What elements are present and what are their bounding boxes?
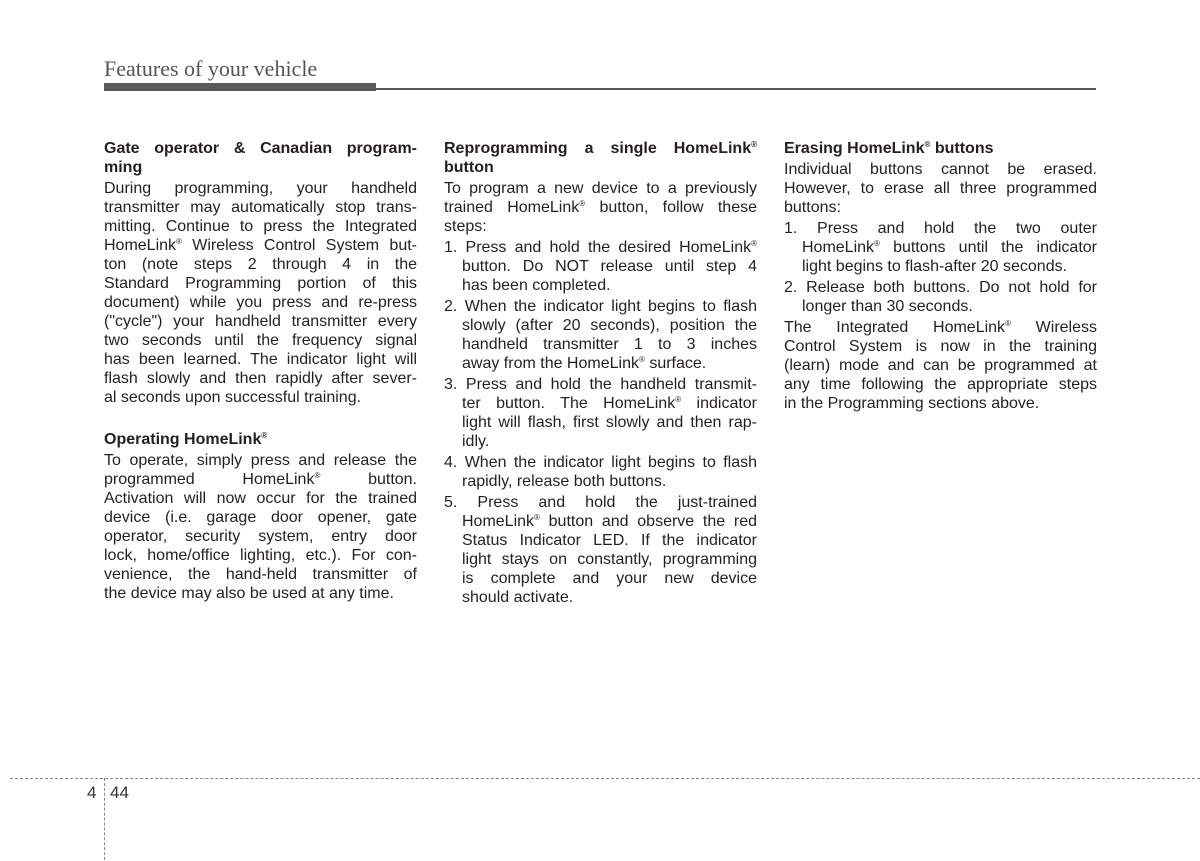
column-1 [104, 139, 417, 603]
text-line: has been completed. [462, 277, 611, 294]
text-line: To program a new device to a previously [444, 180, 757, 197]
paragraph [104, 451, 417, 603]
text-line: light stays on constantly, programming [462, 551, 757, 568]
text-line: handheld transmitter 1 to 3 inches [462, 336, 757, 353]
text-line: HomeLink® Wireless Control System but- [104, 237, 417, 254]
page-header-title: Features of your vehicle [104, 56, 318, 81]
text-line: Control System is now in the training [784, 338, 1097, 355]
registered-mark: ® [314, 471, 321, 480]
header-bar [104, 83, 376, 91]
text-line: button. Do NOT release until step 4 [462, 258, 757, 275]
text-line: ter button. The HomeLink® indicator [462, 395, 758, 412]
text-line: ton (note steps 2 through 4 in the [104, 256, 417, 273]
list-item [444, 493, 757, 607]
text-line: is complete and your new device [462, 570, 757, 587]
text-line: lock, home/office lighting, etc.). For con- [104, 547, 417, 564]
text-line: 1. Press and hold the two outer [784, 220, 1097, 237]
text-line: slowly (after 20 seconds), position the [462, 317, 757, 334]
text-line: Activation will now occur for the trained [104, 490, 417, 507]
list-item [444, 238, 757, 295]
paragraph [444, 179, 757, 236]
text-line: trained HomeLink® button, follow these [444, 199, 757, 216]
text-line: venience, the hand-held transmitter of [104, 566, 417, 583]
registered-mark: ® [534, 513, 540, 522]
text-line: 3. Press and hold the handheld transmit- [444, 376, 757, 393]
header-rule [376, 88, 1096, 90]
text-line: mitting. Continue to press the Integrated [104, 218, 417, 235]
registered-mark: ® [261, 431, 268, 440]
text-line: Individual buttons cannot be erased. [784, 161, 1097, 178]
text-line: programmed HomeLink® button. [104, 471, 417, 488]
registered-mark: ® [924, 140, 931, 149]
text-line: light will flash, first slowly and then rap- [462, 414, 757, 431]
text-line: flash slowly and then rapidly after sever- [104, 370, 417, 387]
text-line: However, to erase all three programmed [784, 180, 1097, 197]
registered-mark: ® [1005, 319, 1011, 328]
paragraph [104, 179, 417, 407]
text-line: Operating HomeLink® [104, 431, 268, 448]
text-line: steps: [444, 218, 487, 235]
chapter-number: 4 [87, 783, 97, 802]
registered-mark: ® [176, 237, 182, 246]
column-2 [444, 139, 757, 607]
registered-mark: ® [579, 199, 586, 208]
text-line: Erasing HomeLink® buttons [784, 140, 994, 157]
registered-mark: ® [751, 140, 757, 149]
text-line: light begins to flash-after 20 seconds. [802, 258, 1068, 275]
text-line: 5. Press and hold the just-trained [444, 494, 757, 511]
column-3 [784, 139, 1097, 413]
text-line: longer than 30 seconds. [802, 298, 973, 315]
text-line: 1. Press and hold the desired HomeLink® [444, 239, 757, 256]
section [104, 139, 417, 407]
text-line: 2. When the indicator light begins to flash [444, 298, 757, 315]
text-line: 2. Release both buttons. Do not hold for [784, 279, 1097, 296]
text-line: ming [104, 159, 143, 176]
text-line: any time following the appropriate steps [784, 376, 1097, 393]
text-line: HomeLink® buttons until the indicator [802, 239, 1097, 256]
text-line: idly. [462, 433, 490, 450]
text-line: document) while you press and re-press [104, 294, 417, 311]
section-heading [104, 430, 417, 449]
text-line: the device may also be used at any time. [104, 585, 394, 602]
footer-divider [104, 778, 105, 860]
text-line: operator, security system, entry door [104, 528, 417, 545]
registered-mark: ® [675, 395, 682, 404]
text-line: device (i.e. garage door opener, gate [104, 509, 417, 526]
text-line: Standard Programming portion of this [104, 275, 417, 292]
registered-mark: ® [638, 355, 645, 364]
text-line: rapidly, release both buttons. [462, 473, 667, 490]
list-item [444, 453, 757, 491]
text-line: Status Indicator LED. If the indicator [462, 532, 757, 549]
text-line: 4. When the indicator light begins to flash [444, 454, 757, 471]
text-line: has been learned. The indicator light will [104, 351, 417, 368]
registered-mark: ® [874, 239, 880, 248]
text-line: The Integrated HomeLink® Wireless [784, 319, 1098, 336]
section [784, 139, 1097, 413]
section-heading [104, 139, 417, 177]
list-item [784, 219, 1097, 276]
text-line: Gate operator & Canadian program- [104, 140, 417, 157]
text-line: (learn) mode and can be programmed at [784, 357, 1097, 374]
footer-rule [10, 778, 1200, 779]
page-number: 44 [110, 783, 129, 802]
text-line: two seconds until the frequency signal [104, 332, 417, 349]
text-line: During programming, your handheld [104, 180, 417, 197]
text-line: Reprogramming a single HomeLink® [444, 140, 757, 157]
text-line: away from the HomeLink® surface. [462, 355, 707, 372]
registered-mark: ® [751, 239, 757, 248]
list-item [784, 278, 1097, 316]
section [104, 430, 417, 603]
text-line: in the Programming sections above. [784, 395, 1040, 412]
text-line: transmitter may automatically stop trans- [104, 199, 417, 216]
section [444, 139, 757, 607]
text-line: button [444, 159, 494, 176]
list-item [444, 297, 757, 373]
paragraph [784, 318, 1097, 413]
text-line: should activate. [462, 589, 574, 606]
section-heading [444, 139, 757, 177]
text-line: HomeLink® button and observe the red [462, 513, 757, 530]
section-heading [784, 139, 1097, 158]
text-line: buttons: [784, 199, 841, 216]
paragraph [784, 160, 1097, 217]
text-line: al seconds upon successful training. [104, 389, 362, 406]
text-line: ("cycle") your handheld transmitter every [104, 313, 417, 330]
list-item [444, 375, 757, 451]
text-line: To operate, simply press and release the [104, 452, 417, 469]
